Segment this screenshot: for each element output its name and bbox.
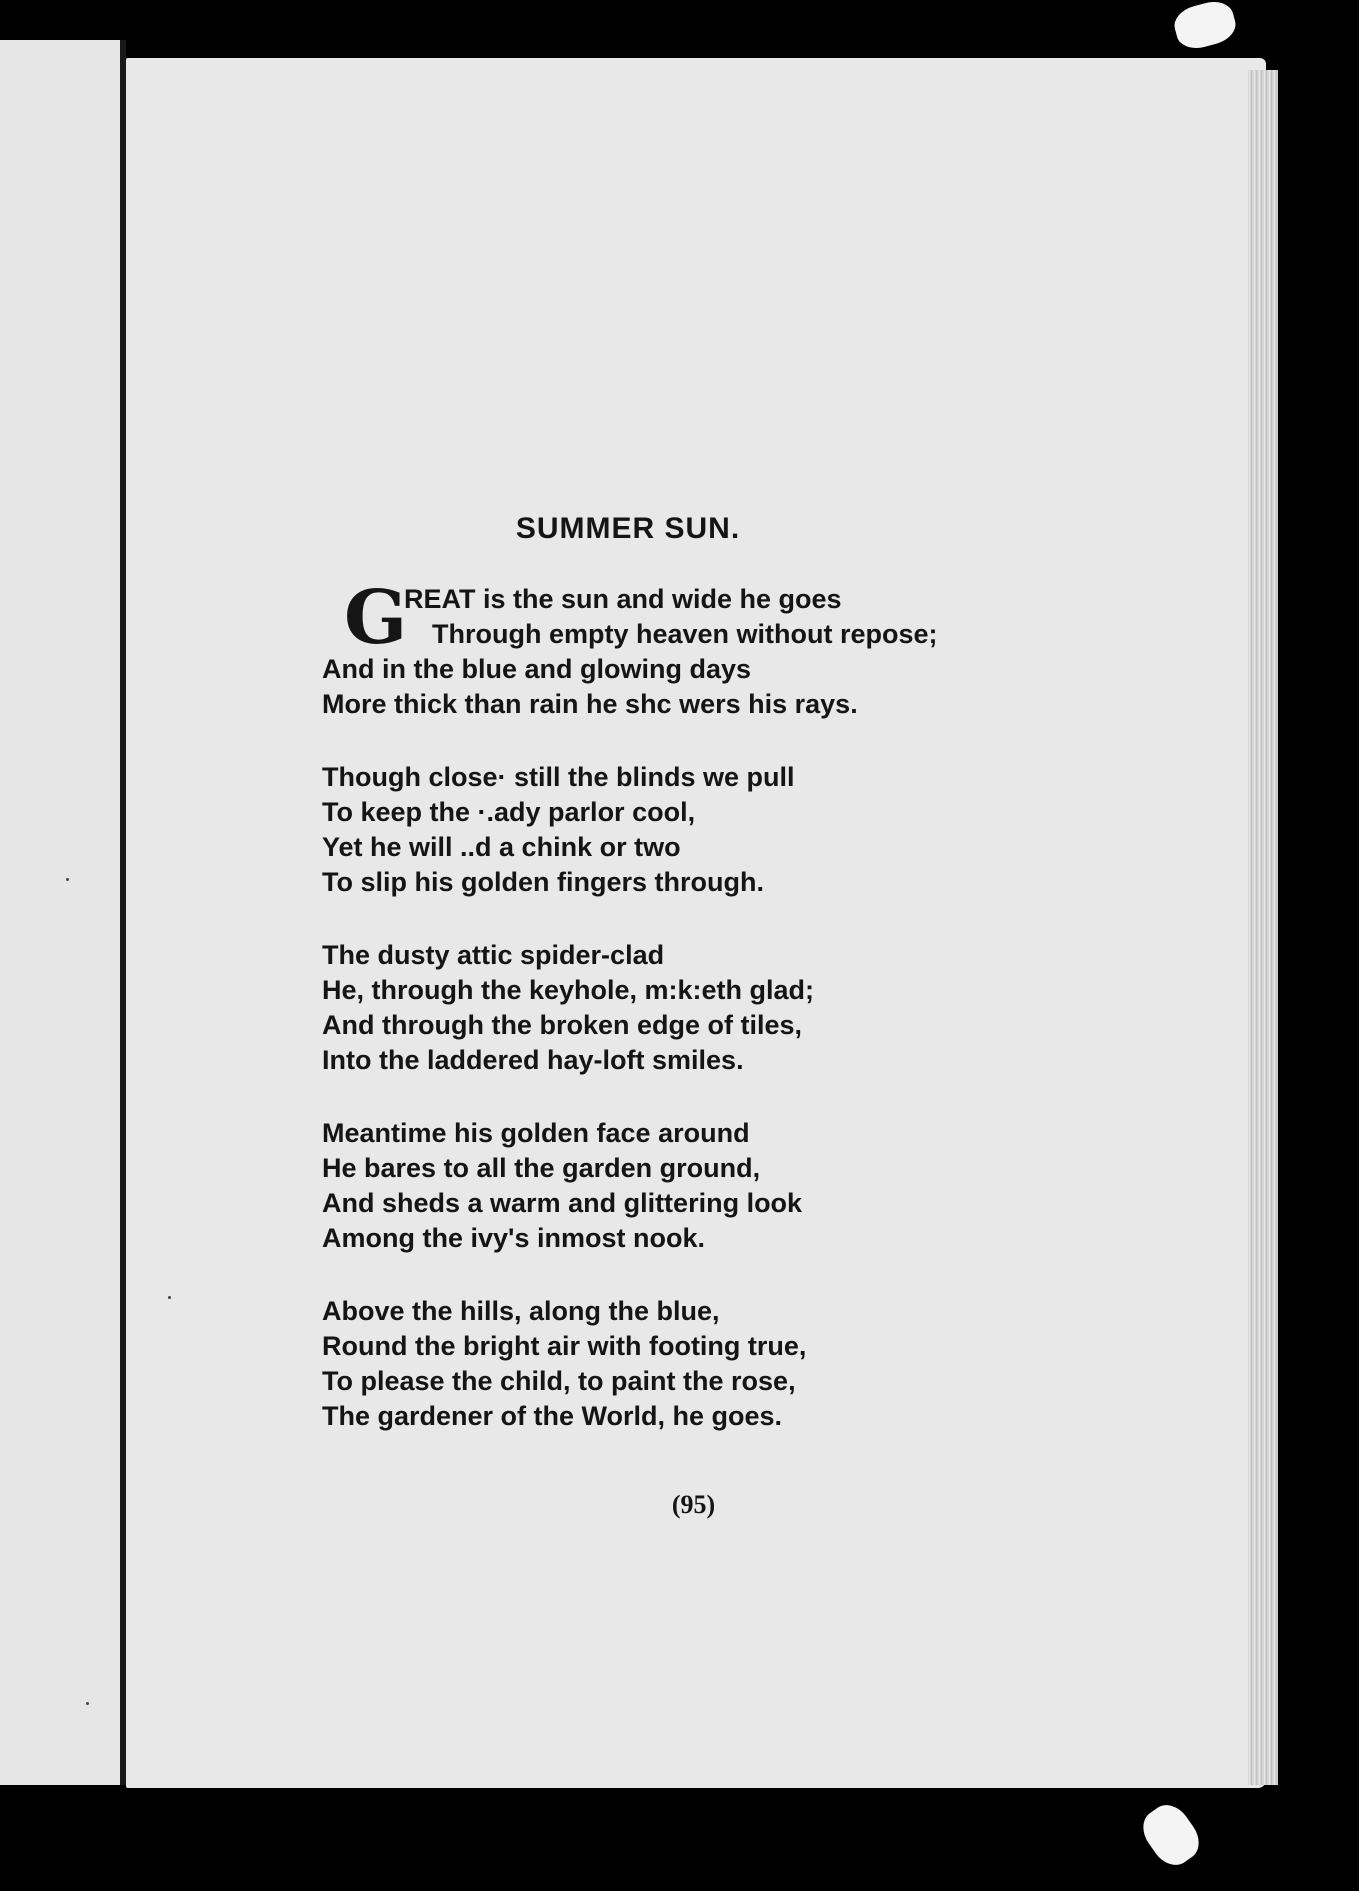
poem-line: And in the blue and glowing days [322,654,752,684]
poem-line: Round the bright air with footing true, [322,1331,807,1361]
stanza-1 [322,575,1082,722]
poem-line: To slip his golden fingers through. [322,867,764,897]
page-number: (95) [671,1490,716,1519]
poem-body [322,575,1082,1472]
poem-line: Above the hills, along the blue, [322,1296,720,1326]
poem-line: REAT is the sun and wide he goes [404,584,842,614]
scan-blemish-bottom [1135,1797,1207,1873]
scan-blemish-top [1171,0,1240,53]
poem-line: Into the laddered hay-loft smiles. [322,1045,744,1075]
scan-dust-speck [168,1296,171,1299]
poem-line: Among the ivy's inmost nook. [322,1223,705,1253]
drop-cap-letter: G [344,575,408,661]
poem-line: Though close· still the blinds we pull [322,762,795,792]
poem-line: To keep the ·.ady parlor cool, [322,797,696,827]
opening-lines [322,575,1082,661]
poem-line: Through empty heaven without repose; [432,619,938,649]
poem-line: The dusty attic spider-clad [322,940,665,970]
poem-line: Yet he will ..d a chink or two [322,832,681,862]
poem-line: And through the broken edge of tiles, [322,1010,803,1040]
page-stack-edge [1248,70,1278,1785]
stanza-3 [322,938,1082,1078]
poem-line: The gardener of the World, he goes. [322,1401,783,1431]
left-facing-page-edge [0,40,120,1785]
stanza-4 [322,1116,1082,1256]
poem-line: To please the child, to paint the rose, [322,1366,796,1396]
poem-line: Meantime his golden face around [322,1118,750,1148]
stanza-2 [322,760,1082,900]
scan-dust-speck [86,1702,89,1705]
poem-title: SUMMER SUN. [515,512,741,545]
poem-line: He bares to all the garden ground, [322,1153,761,1183]
poem-line: And sheds a warm and glittering look [322,1188,803,1218]
poem-line: More thick than rain he shc wers his rays. [322,689,858,719]
scan-dust-speck [66,878,69,881]
stanza-5 [322,1294,1082,1434]
poem-line: He, through the keyhole, m:k:eth glad; [322,975,815,1005]
